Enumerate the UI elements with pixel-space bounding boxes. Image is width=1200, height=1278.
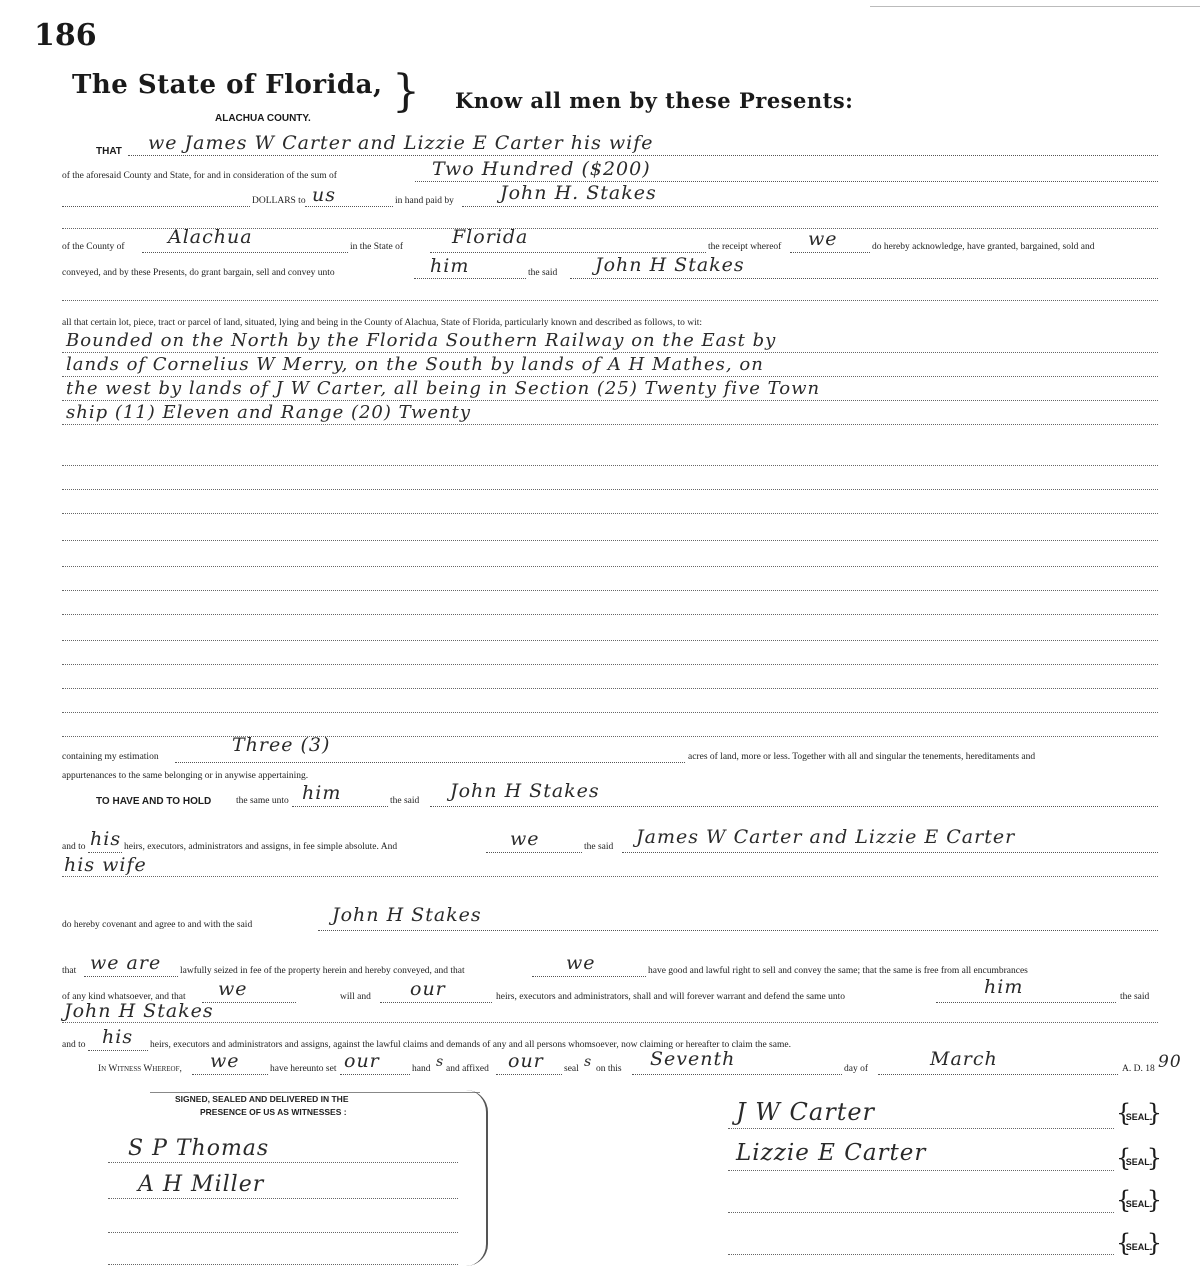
witness-who-line [192, 1074, 268, 1075]
witness-label: In Witness Whereof, [98, 1064, 182, 1074]
heirs-pronoun-line [88, 852, 122, 853]
appurtenances-text: appurtenances to the same belonging or in anywise appertaining. [62, 771, 309, 781]
that-label: THAT [96, 146, 122, 157]
signature-line [728, 1128, 1114, 1129]
blank-rule [62, 590, 1158, 591]
blank-rule [62, 489, 1158, 490]
dollars-lead-line [62, 206, 250, 207]
description-line: Bounded on the North by the Florida Southern Railway on the East by [66, 330, 777, 351]
warrant-to-line [936, 1002, 1116, 1003]
affixed-label: and affixed [446, 1064, 489, 1074]
paid-by-line [462, 206, 1158, 207]
county-field: Alachua [168, 226, 253, 248]
conveyed-label: conveyed, and by these Presents, do grant bargain, sell and convey unto [62, 268, 335, 278]
the-said-label: the said [528, 268, 558, 278]
seal-mark: { SEAL. } [1118, 1191, 1160, 1217]
warrant-who-line [202, 1002, 296, 1003]
final-pronoun-field: his [102, 1026, 134, 1048]
blank-rule [62, 712, 1158, 713]
grantor-signature: J W Carter [736, 1098, 876, 1126]
grantors-line [128, 155, 1158, 156]
month-line [878, 1074, 1118, 1075]
that-who-field: we are [90, 952, 162, 974]
blank-rule [62, 664, 1158, 665]
witness-line [108, 1264, 458, 1265]
habendum-to-field: him [302, 782, 342, 804]
good-right-text: have good and lawful right to sell and convey the same; that the same is free from all encumbrances [648, 966, 1028, 976]
habendum-said-label: the said [390, 796, 420, 806]
habendum-to-line [292, 806, 388, 807]
covenantors-cont-field: his wife [64, 854, 147, 876]
seized-who-line [532, 976, 646, 977]
habendum-grantee-line [430, 806, 1158, 807]
paid-by-label: in hand paid by [395, 196, 454, 206]
blank-rule [62, 300, 1158, 301]
heirs-text: heirs, executors, administrators and assigns, in fee simple absolute. And [124, 842, 398, 852]
warrant-text: heirs, executors and administrators, shall and will forever warrant and defend the same unto [496, 992, 846, 1002]
the-said-end-label: the said [1120, 992, 1150, 1002]
dollars-to-field: us [312, 184, 336, 206]
receipt-who-field: we [808, 228, 838, 250]
seal-mark: { SEAL. } [1118, 1104, 1160, 1130]
dollars-label: DOLLARS to [252, 196, 306, 206]
witness-line [108, 1162, 458, 1163]
warrant-our-field: our [410, 978, 446, 1000]
final-text: heirs, executors and administrators and assigns, against the lawful claims and demands of any and all persons whomsoever, now claiming or hereafter to claim the same. [150, 1040, 791, 1050]
grantee-line [570, 278, 1158, 279]
signature-line [728, 1170, 1114, 1171]
acknowledge-text: do hereby acknowledge, have granted, bargained, sold and [872, 242, 1095, 252]
seal-mark: { SEAL. } [1118, 1234, 1160, 1260]
consideration-label: of the aforesaid County and State, for and in consideration of the sum of [62, 171, 337, 181]
witness-signature: S P Thomas [128, 1136, 270, 1161]
will-and-label: will and [340, 992, 371, 1002]
day-field: Seventh [650, 1048, 736, 1070]
containing-label: containing my estimation [62, 752, 159, 762]
and-said-label: the said [584, 842, 614, 852]
day-of-label: day of [844, 1064, 869, 1074]
that-who-line [84, 976, 178, 977]
state-field: Florida [452, 226, 529, 248]
on-this-label: on this [596, 1064, 622, 1074]
land-intro-text: all that certain lot, piece, tract or parcel of land, situated, lying and being in the County of Alachua, State of Florida, particularly known and described as follows, to wit: [62, 318, 703, 328]
description-line: the west by lands of J W Carter, all being in Section (25) Twenty five Town [66, 378, 821, 399]
habendum-label: TO HAVE AND TO HOLD [96, 796, 212, 807]
county-label: ALACHUA COUNTY. [215, 113, 311, 124]
hand-label: hand [412, 1064, 431, 1074]
habendum-text: the same unto [236, 796, 289, 806]
warrant-grantee-field: John H Stakes [64, 1000, 214, 1022]
blank-rule [62, 640, 1158, 641]
witness-heading-2: PRESENCE OF US AS WITNESSES : [200, 1107, 347, 1117]
blank-rule [62, 465, 1158, 466]
warrant-grantee-line [62, 1022, 1158, 1023]
and-who-line [486, 852, 582, 853]
year-field: 90 [1158, 1052, 1182, 1072]
and-to-label: and to [62, 842, 86, 852]
and-to-label-2: and to [62, 1040, 86, 1050]
seal-our-field: our [508, 1050, 544, 1072]
witness-heading-1: SIGNED, SEALED AND DELIVERED IN THE [175, 1094, 349, 1104]
witness-signature: A H Miller [138, 1172, 265, 1197]
top-edge-line [870, 6, 1200, 7]
warrant-who-field: we [218, 978, 248, 1000]
of-county-label: of the County of [62, 242, 125, 252]
blank-rule [62, 513, 1158, 514]
blank-rule [62, 688, 1158, 689]
dollars-to-line [305, 206, 393, 207]
heirs-pronoun-field: his [90, 828, 122, 850]
seized-text: lawfully seized in fee of the property herein and hereby conveyed, and that [180, 966, 465, 976]
covenant-grantee-field: John H Stakes [332, 904, 482, 926]
county-line [142, 252, 348, 253]
document-heading: Know all men by these Presents: [455, 88, 854, 113]
and-who-field: we [510, 828, 540, 850]
title-brace: } [392, 66, 420, 117]
receipt-label: the receipt whereof [708, 242, 782, 252]
blank-rule [62, 614, 1158, 615]
covenantors-field: James W Carter and Lizzie E Carter [636, 826, 1016, 848]
hand-s-field: s [436, 1054, 445, 1070]
covenant-grantee-line [318, 930, 1158, 931]
ad-label: A. D. 18 [1122, 1064, 1155, 1074]
grantors-field: we James W Carter and Lizzie E Carter his wife [148, 132, 654, 154]
seal-s-field: s [584, 1054, 593, 1070]
hand-our-line [340, 1074, 410, 1075]
blank-rule [62, 566, 1158, 567]
description-rule [62, 376, 1158, 377]
witness-box-top [150, 1092, 480, 1093]
description-rule [62, 352, 1158, 353]
day-line [632, 1074, 842, 1075]
paid-by-field: John H. Stakes [500, 182, 657, 204]
seized-who-field: we [566, 952, 596, 974]
blank-rule [62, 540, 1158, 541]
convey-to-line [414, 278, 526, 279]
covenantors-cont-line [62, 876, 1158, 877]
description-line: lands of Cornelius W Merry, on the South by lands of A H Mathes, on [66, 354, 764, 375]
document-title: The State of Florida, [72, 70, 383, 100]
receipt-who-line [790, 252, 870, 253]
warrant-our-line [380, 1002, 492, 1003]
blank-rule [62, 736, 1158, 737]
description-line: ship (11) Eleven and Range (20) Twenty [66, 402, 472, 423]
seal-label: seal [564, 1064, 579, 1074]
acres-field: Three (3) [232, 734, 331, 756]
grantee-field: John H Stakes [595, 254, 745, 276]
description-rule [62, 400, 1158, 401]
warrant-to-field: him [984, 976, 1024, 998]
final-pronoun-line [88, 1050, 148, 1051]
witness-line [108, 1232, 458, 1233]
convey-to-field: him [430, 255, 470, 277]
witness-bracket [452, 1090, 488, 1266]
description-rule [62, 424, 1158, 425]
witness-line [108, 1198, 458, 1199]
sum-field: Two Hundred ($200) [432, 158, 651, 180]
that-label-2: that [62, 966, 77, 976]
seal-our-line [496, 1074, 562, 1075]
seal-mark: { SEAL. } [1118, 1149, 1160, 1175]
any-kind-text: of any kind whatsoever, and that [62, 992, 186, 1002]
acres-line [175, 762, 685, 763]
grantor-signature: Lizzie E Carter [736, 1140, 927, 1166]
acres-text: acres of land, more or less. Together with all and singular the tenements, hereditaments and [688, 752, 1036, 762]
signature-line [728, 1254, 1114, 1255]
month-field: March [930, 1048, 998, 1070]
covenantors-line [622, 852, 1158, 853]
signature-line [728, 1212, 1114, 1213]
page-number: 186 [34, 18, 97, 53]
hereunto-text: have hereunto set [270, 1064, 337, 1074]
habendum-grantee-field: John H Stakes [450, 780, 600, 802]
witness-who-field: we [210, 1050, 240, 1072]
state-line [430, 252, 706, 253]
in-state-label: in the State of [350, 242, 404, 252]
covenant-label: do hereby covenant and agree to and with the said [62, 920, 253, 930]
hand-our-field: our [344, 1050, 380, 1072]
